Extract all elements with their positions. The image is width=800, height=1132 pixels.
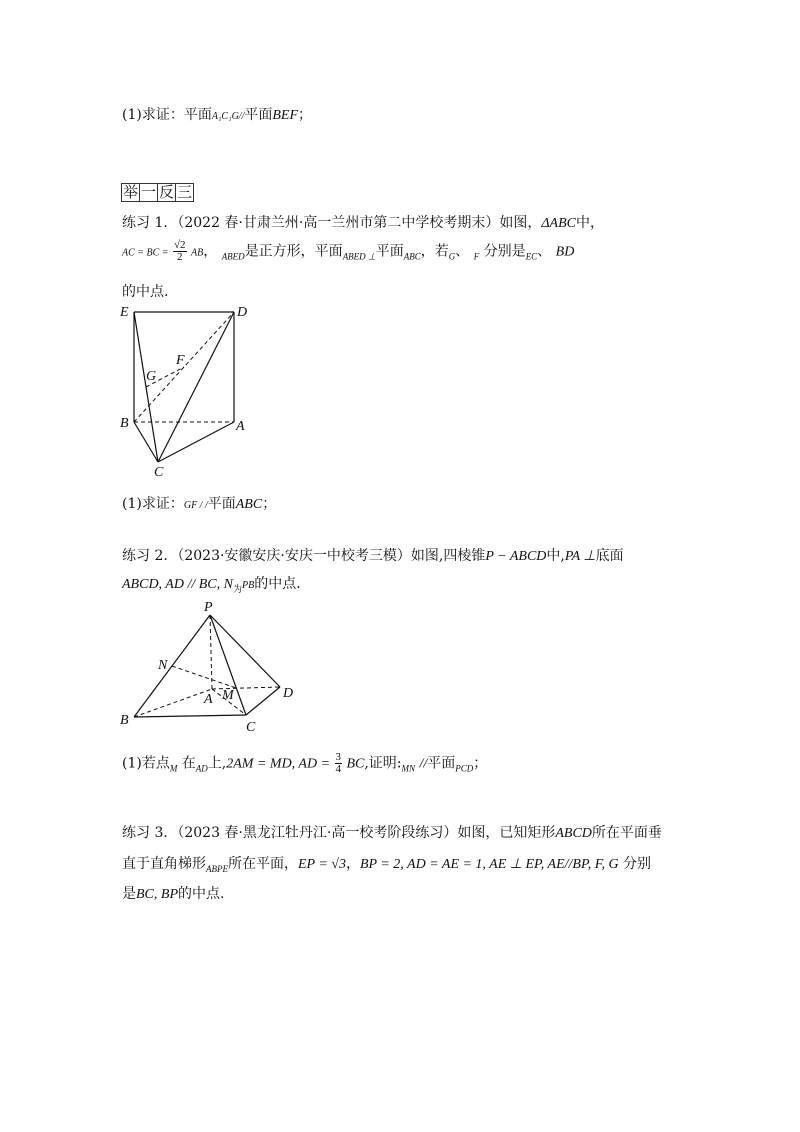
ex1-text: 中， bbox=[576, 215, 605, 231]
ex2-q-text: 上, bbox=[207, 755, 227, 772]
label-d: D bbox=[237, 305, 248, 320]
parallel-symbol: // bbox=[238, 111, 245, 122]
ex1-question bbox=[122, 493, 276, 513]
ex1-line1 bbox=[122, 212, 604, 232]
ex3-conditions: BP = 2, AD = AE = 1, AE ⊥ EP, AE//BP, F, G bbox=[359, 857, 619, 872]
ex1-fraction bbox=[173, 240, 187, 263]
label-d: D bbox=[283, 686, 294, 701]
ex1-eq-right: AB bbox=[191, 247, 204, 259]
plane-bef: BEF bbox=[272, 108, 299, 123]
plane-word: 平面 bbox=[244, 107, 273, 123]
edge-ba-hidden bbox=[134, 689, 212, 717]
ex3-ep: EP = √3 bbox=[298, 857, 346, 872]
ex1-abed: ABED bbox=[221, 251, 245, 262]
ex2-line2 bbox=[122, 573, 301, 595]
figure-1-prism bbox=[116, 300, 266, 480]
frac-num: √2 bbox=[174, 239, 186, 251]
ex3-text: 分别 bbox=[623, 856, 652, 872]
ex2-text: 中, bbox=[546, 548, 565, 564]
ex3-text: 的中点. bbox=[178, 886, 225, 902]
label-g: G bbox=[146, 369, 157, 384]
ex1-text: 、 bbox=[455, 243, 470, 260]
ex1-text: 是正方形，平面 bbox=[244, 243, 343, 260]
ex3-bcbp: BC, BP bbox=[136, 887, 178, 902]
semicolon: ； bbox=[298, 107, 313, 123]
ex2-q-bc: BC bbox=[346, 756, 365, 772]
edge-cd bbox=[246, 687, 280, 715]
ex1-text: 分别是 bbox=[483, 243, 526, 260]
ex3-abcd: ABCD bbox=[555, 826, 592, 841]
ex2-question bbox=[122, 752, 487, 786]
label-b: B bbox=[120, 713, 129, 728]
ex2-q-text: 在 bbox=[181, 755, 196, 772]
ex2-q-prefix: (1)若点 bbox=[122, 755, 170, 772]
ex2-pyramid: P − ABCD bbox=[485, 549, 547, 564]
ex1-bd: BD bbox=[555, 244, 575, 260]
ex1-plane-abed: ABED ⊥ bbox=[342, 251, 376, 262]
ex3-text: 所在平面， bbox=[228, 856, 298, 872]
ex2-pa: PA ⊥ bbox=[564, 549, 596, 564]
figure-2-pyramid bbox=[114, 597, 304, 737]
ex3-text: 是 bbox=[122, 886, 136, 902]
ex1-eq-left: AC = BC = bbox=[122, 247, 169, 259]
ex3-line3 bbox=[122, 883, 224, 903]
ex1-q-prefix: (1)求证： bbox=[122, 496, 184, 512]
heading-char: 举 bbox=[123, 183, 139, 201]
ex2-pb: PB bbox=[241, 580, 255, 591]
top-prove-line bbox=[122, 104, 312, 124]
section-heading bbox=[121, 183, 193, 202]
label-c: C bbox=[154, 465, 164, 480]
ex2-q-pcd: PCD bbox=[455, 763, 474, 774]
ex1-label: 练习 1．（2022 春·甘肃兰州·高一兰州市第二中学校考期末）如图， bbox=[122, 215, 542, 231]
ex1-q-gf: GF / / bbox=[183, 500, 208, 511]
label-c: C bbox=[246, 720, 256, 735]
label-a: A bbox=[204, 692, 213, 707]
ex1-f: F bbox=[473, 251, 480, 262]
ex1-plane-abc: ABC bbox=[403, 251, 421, 262]
ex2-q-text: ,证明: bbox=[364, 755, 402, 772]
semicolon: ； bbox=[262, 496, 277, 512]
prove-prefix: (1)求证：平面 bbox=[122, 107, 212, 123]
heading-char: 一 bbox=[141, 183, 157, 201]
ex3-text: 所在平面垂 bbox=[591, 825, 662, 841]
ex2-conditions: ABCD, AD // BC, N bbox=[122, 577, 233, 592]
ex1-midpoint-text: 的中点. bbox=[122, 284, 169, 300]
label-a: A bbox=[236, 419, 245, 434]
edge-bc bbox=[134, 715, 246, 717]
label-f: F bbox=[176, 353, 185, 368]
ex1-text: ，若 bbox=[420, 243, 449, 260]
ex2-text: 为 bbox=[232, 585, 242, 595]
frac-den: 4 bbox=[335, 763, 341, 775]
ex1-g: G bbox=[448, 251, 456, 262]
ex2-label: 练习 2．（2023·安徽安庆·安庆一中校考三模）如图,四棱锥 bbox=[122, 548, 486, 564]
ex2-q-parallel: // bbox=[419, 756, 428, 772]
ex2-q-m: M bbox=[169, 763, 178, 774]
edge-dc bbox=[158, 312, 234, 462]
label-e: E bbox=[120, 305, 129, 320]
ex1-text: 平面 bbox=[375, 243, 404, 260]
ex3-abpe: ABPE bbox=[206, 864, 228, 874]
edge-ac bbox=[158, 422, 234, 462]
frac-den: 2 bbox=[177, 251, 183, 263]
label-b: B bbox=[120, 416, 129, 431]
edge-pa-hidden bbox=[210, 615, 212, 689]
plane-a1c1g: A₁C₁G bbox=[211, 111, 239, 122]
comma: ， bbox=[345, 856, 360, 872]
ex2-q-eq: 2AM = MD, AD = bbox=[226, 756, 331, 772]
edge-pd bbox=[210, 615, 280, 687]
ex2-q-mn: MN bbox=[401, 763, 416, 774]
ex3-text: 直于直角梯形 bbox=[122, 856, 206, 872]
comma: ， bbox=[203, 243, 218, 260]
ex3-label: 练习 3．（2023 春·黑龙江牡丹江·高一校考阶段练习）如图，已知矩形 bbox=[122, 825, 556, 841]
ex3-line1 bbox=[122, 822, 662, 842]
segment-nm-hidden bbox=[172, 666, 236, 688]
ex1-triangle: ΔABC bbox=[541, 216, 577, 231]
ex2-q-text: 平面 bbox=[427, 755, 456, 772]
ex1-line2 bbox=[122, 240, 574, 270]
ex1-q-plane: 平面 bbox=[207, 496, 236, 512]
semicolon: ； bbox=[473, 755, 488, 772]
ex3-line2 bbox=[122, 853, 651, 874]
ex1-ec: EC bbox=[525, 251, 538, 262]
ex1-q-abc: ABC bbox=[235, 497, 263, 512]
frac-num: 3 bbox=[335, 751, 341, 763]
ex2-line1 bbox=[122, 545, 624, 565]
label-n: N bbox=[158, 658, 168, 673]
label-m: M bbox=[222, 688, 234, 703]
heading-char: 反 bbox=[159, 183, 175, 201]
ex2-q-ad: AD bbox=[195, 763, 208, 774]
ex2-text: 底面 bbox=[595, 548, 624, 564]
ex2-text: 的中点. bbox=[254, 576, 301, 592]
label-p: P bbox=[204, 600, 213, 615]
ex1-line3 bbox=[122, 281, 168, 301]
ex1-text: 、 bbox=[537, 243, 552, 260]
ex2-q-fraction bbox=[335, 752, 343, 775]
heading-char: 三 bbox=[177, 183, 193, 201]
